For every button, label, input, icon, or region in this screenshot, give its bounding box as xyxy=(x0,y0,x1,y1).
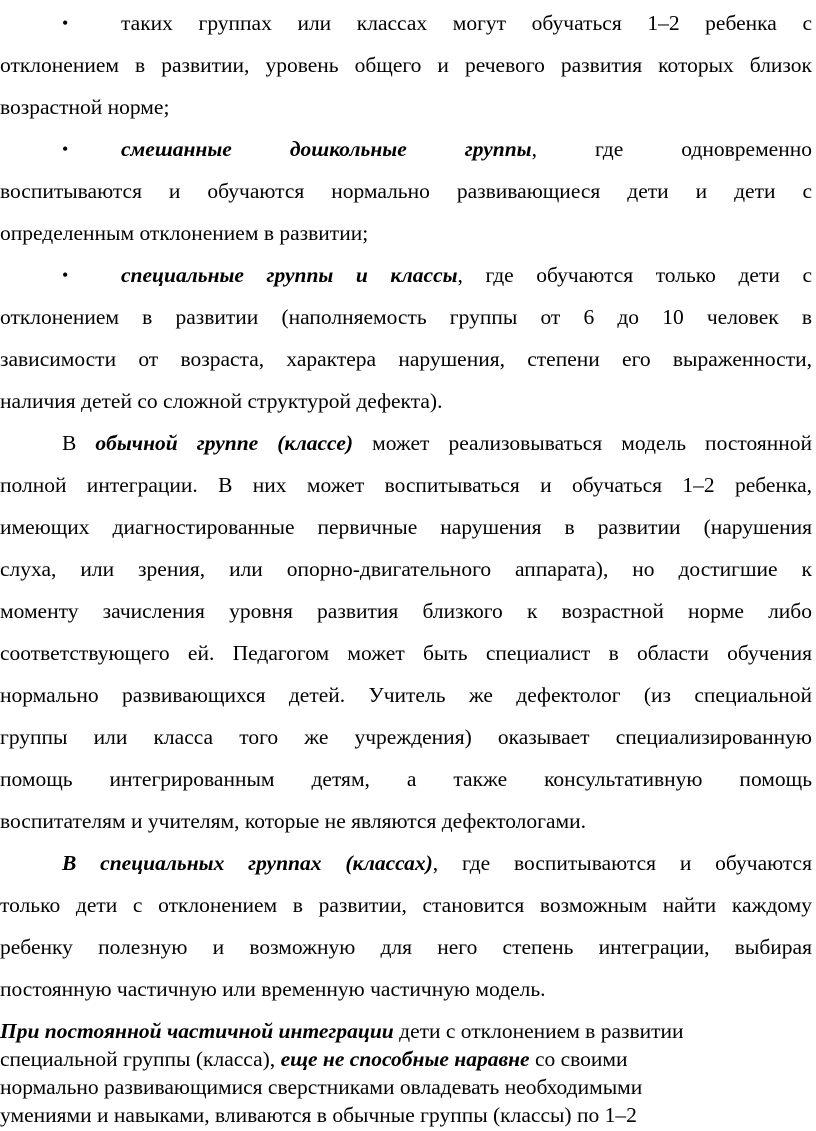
text-fragment: со своими xyxy=(529,1047,628,1071)
text-line: отклонением в развитии (наполняемость группы от 6 до 10 человек в xyxy=(0,305,812,329)
paragraph-line xyxy=(0,590,812,632)
text-line: воспитываются и обучаются нормально развивающиеся дети и дети с xyxy=(0,179,812,203)
text-line: имеющих диагностированные первичные нарушения в развитии (нарушения xyxy=(0,515,812,539)
paragraph-line xyxy=(0,86,812,128)
text-line: воспитателям и учителям, которые не являются дефектологами. xyxy=(0,809,587,833)
bullet-line xyxy=(0,128,812,170)
paragraph-line xyxy=(0,716,812,758)
paragraph-line xyxy=(0,674,812,716)
paragraph-line xyxy=(0,1074,812,1101)
paragraph-line xyxy=(0,422,812,464)
paragraph-line xyxy=(0,1102,812,1129)
text-line: возрастной норме; xyxy=(0,95,170,119)
paragraph-line xyxy=(0,548,812,590)
paragraph-line xyxy=(0,884,812,926)
bullet-icon: • xyxy=(62,139,69,159)
text-line: определенным отклонением в развитии; xyxy=(0,221,369,245)
text-fragment: специальной группы (класса), xyxy=(0,1047,281,1071)
bullet-text-line xyxy=(121,254,812,296)
paragraph-line xyxy=(0,212,812,254)
emphasis-text: В специальных группах (классах) xyxy=(62,851,433,875)
paragraph-line xyxy=(0,296,812,338)
text-line: отклонением в развитии, уровень общего и речевого развития которых близок xyxy=(0,53,812,77)
text-line: полной интеграции. В них может воспитываться и обучаться 1–2 ребенка, xyxy=(0,473,812,497)
emphasis-text: обычной группе (классе) xyxy=(95,431,354,455)
paragraph-line xyxy=(0,506,812,548)
text-line: соответствующего ей. Педагогом может быть специалист в области обучения xyxy=(0,641,812,665)
text-line: помощь интегрированным детям, а также консультативную помощь xyxy=(0,767,812,791)
bullet-text-line: таких группах или классах могут обучаться 1–2 ребенка с xyxy=(121,11,812,35)
paragraph-line xyxy=(0,968,812,1010)
paragraph-line xyxy=(0,842,812,884)
emphasis-text: специальные группы и классы xyxy=(121,263,458,287)
text-line xyxy=(0,422,812,464)
text-line xyxy=(0,1046,812,1073)
text-line: только дети с отклонением в развитии, становится возможным найти каждому xyxy=(0,893,812,917)
bullet-text-line xyxy=(121,128,812,170)
paragraph-line xyxy=(0,926,812,968)
emphasis-text: При постоянной частичной интеграции xyxy=(0,1019,394,1043)
text-line: умениями и навыками, вливаются в обычные группы (классы) по 1–2 xyxy=(0,1103,637,1127)
paragraph-line xyxy=(0,1046,812,1073)
text-line: слуха, или зрения, или опорно-двигательного аппарата), но достигшие к xyxy=(0,557,812,581)
paragraph-line xyxy=(0,338,812,380)
paragraph-line xyxy=(0,464,812,506)
bullet-line xyxy=(0,2,812,44)
text-fragment: , где одновременно xyxy=(531,137,812,161)
emphasis-text: смешанные дошкольные группы xyxy=(121,137,532,161)
bullet-icon: • xyxy=(62,13,69,33)
text-fragment: , где обучаются только дети с xyxy=(457,263,812,287)
text-line: моменту зачисления уровня развития близкого к возрастной норме либо xyxy=(0,599,812,623)
text-line: ребенку полезную и возможную для него степень интеграции, выбирая xyxy=(0,935,812,959)
text-line: зависимости от возраста, характера нарушения, степени его выраженности, xyxy=(0,347,812,371)
text-fragment: В xyxy=(62,431,96,455)
paragraph-line xyxy=(0,800,812,842)
paragraph-line xyxy=(0,632,812,674)
text-line: нормально развивающимися сверстниками овладевать необходимыми xyxy=(0,1075,643,1099)
text-line: группы или класса того же учреждения) оказывает специализированную xyxy=(0,725,812,749)
text-fragment: может реализовываться модель постоянной xyxy=(353,431,813,455)
text-line: наличия детей со сложной структурой дефекта). xyxy=(0,389,443,413)
paragraph-line xyxy=(0,1018,812,1045)
bullet-line xyxy=(0,254,812,296)
text-fragment: дети с отклонением в развитии xyxy=(393,1019,684,1043)
text-line: нормально развивающихся детей. Учитель же дефектолог (из специальной xyxy=(0,683,812,707)
paragraph-line xyxy=(0,170,812,212)
bullet-icon: • xyxy=(62,265,69,285)
paragraph-line xyxy=(0,758,812,800)
paragraph-line xyxy=(0,44,812,86)
text-fragment: , где воспитываются и обучаются xyxy=(432,851,812,875)
text-line xyxy=(0,842,812,884)
paragraph-line xyxy=(0,380,812,422)
emphasis-text: еще не способные наравне xyxy=(280,1047,530,1071)
text-line xyxy=(0,1018,812,1045)
text-line: постоянную частичную или временную частичную модель. xyxy=(0,977,546,1001)
